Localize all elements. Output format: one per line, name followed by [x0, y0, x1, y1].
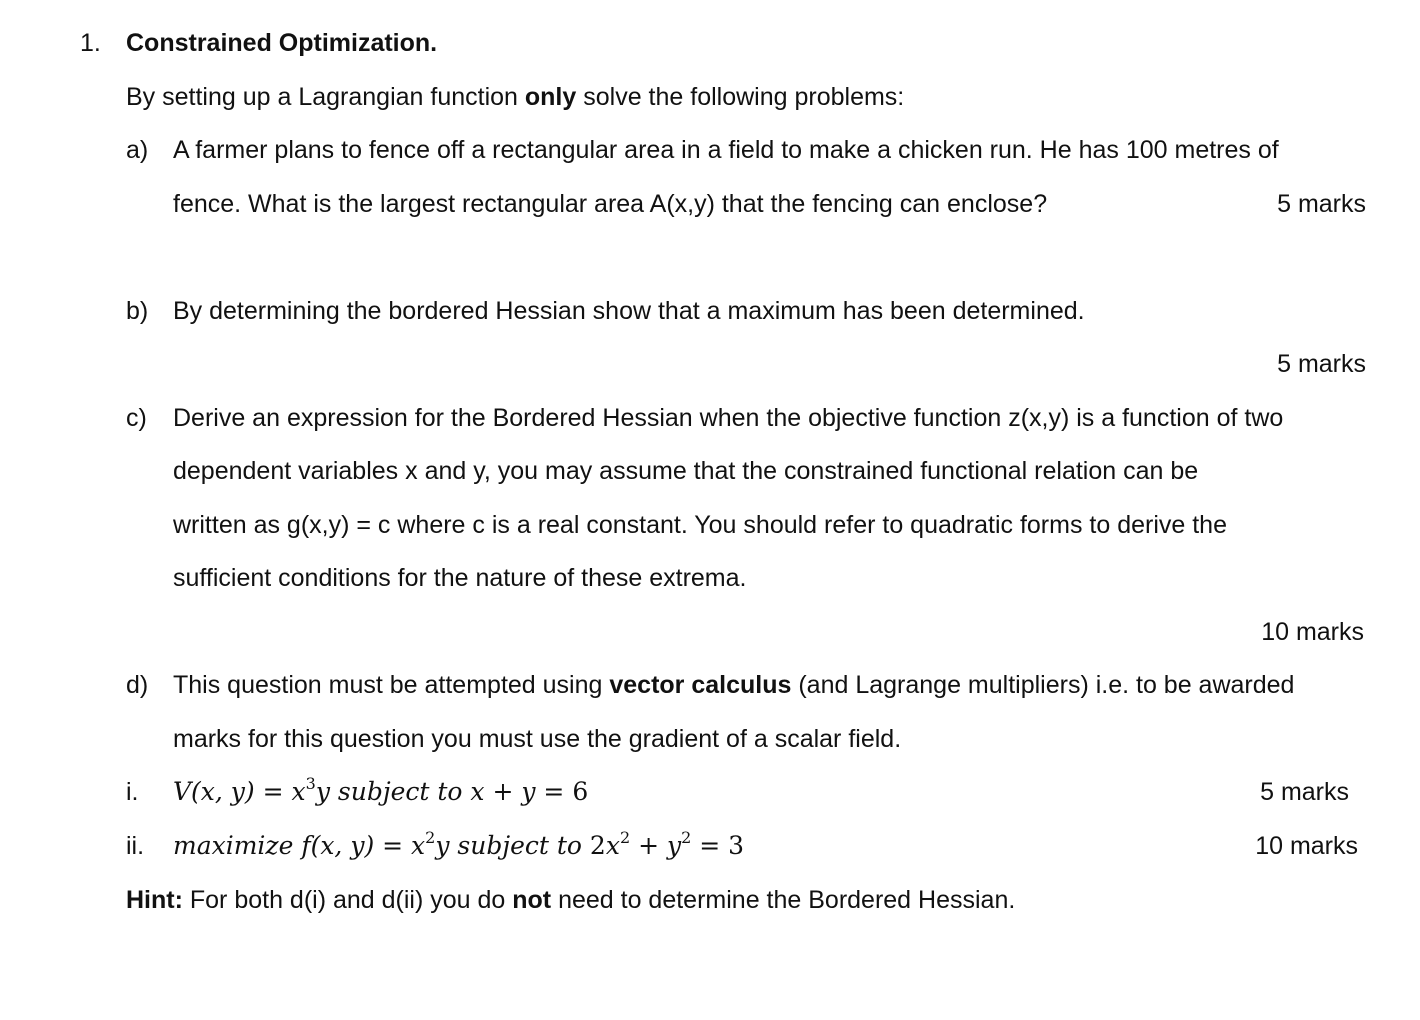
- hint-emphasis: not: [512, 886, 552, 914]
- part-d-i-equation: [173, 774, 589, 806]
- part-b-label: b): [126, 297, 149, 325]
- part-d-i-expr-b: y subject to x + y =: [315, 777, 573, 806]
- question-number: 1.: [80, 29, 101, 57]
- part-a-marks: 5 marks: [1277, 190, 1366, 218]
- hint-prefix: For both d(i) and d(ii) you do: [182, 886, 513, 914]
- intro-emphasis: only: [524, 83, 577, 111]
- part-d-i-label: i.: [126, 778, 139, 806]
- part-d-i-sup-a: 3: [305, 774, 316, 793]
- part-d-ii-sup-b: 2: [619, 828, 631, 847]
- part-d-ii-marks: 10 marks: [1255, 832, 1358, 860]
- part-a-line2: fence. What is the largest rectangular area A(x,y) that the fencing can enclose?: [173, 190, 1048, 218]
- part-d-line1-emphasis: vector calculus: [609, 671, 792, 699]
- part-d-ii-sup-c: 2: [681, 828, 692, 847]
- part-d-line1-suffix: (and Lagrange multipliers) i.e. to be awarded: [791, 671, 1295, 699]
- intro-prefix: By setting up a Lagrangian function: [126, 83, 525, 111]
- part-d-label: d): [126, 671, 149, 699]
- hint-label: Hint:: [126, 886, 183, 914]
- part-c-line2: dependent variables x and y, you may assume that the constrained functional relation can be: [173, 457, 1199, 485]
- part-d-ii-expr-a: maximize f(x, y) = x: [173, 831, 426, 860]
- intro-suffix: solve the following problems:: [576, 83, 905, 111]
- part-d-i-expr-a: V(x, y) = x: [173, 777, 306, 806]
- part-b-marks: 5 marks: [1277, 350, 1366, 378]
- question-title: Constrained Optimization.: [126, 29, 438, 57]
- part-d-i-marks: 5 marks: [1260, 778, 1349, 806]
- intro-text: [126, 83, 904, 112]
- part-d-line2: marks for this question you must use the gradient of a scalar field.: [173, 725, 902, 753]
- part-d-ii-num: 2: [589, 831, 606, 860]
- part-c-line3: written as g(x,y) = c where c is a real constant. You should refer to quadratic forms to derive the: [173, 511, 1227, 539]
- hint-suffix: need to determine the Bordered Hessian.: [551, 886, 1016, 914]
- part-a-label: a): [126, 136, 149, 164]
- part-a-line1: A farmer plans to fence off a rectangular area in a field to make a chicken run. He has 100 metres of: [173, 136, 1279, 164]
- part-d-ii-expr-b: y subject to: [435, 831, 590, 860]
- part-c-line4: sufficient conditions for the nature of these extrema.: [173, 564, 747, 592]
- part-d-ii-sup-a: 2: [425, 828, 436, 847]
- part-d-i-const: 6: [572, 777, 589, 806]
- part-d-ii-expr-c: x: [605, 831, 620, 860]
- part-c-marks: 10 marks: [1261, 618, 1364, 646]
- part-d-ii-const: 3: [728, 831, 745, 860]
- part-b-line1: By determining the bordered Hessian show that a maximum has been determined.: [173, 297, 1085, 325]
- hint-text: [126, 886, 1015, 915]
- part-d-ii-label: ii.: [126, 832, 145, 860]
- part-d-ii-equation: [173, 828, 745, 860]
- part-d-ii-expr-d: + y: [630, 831, 682, 860]
- part-d-line1: [173, 671, 1294, 700]
- part-c-label: c): [126, 404, 147, 432]
- part-d-ii-expr-e: =: [691, 831, 729, 860]
- part-d-line1-prefix: This question must be attempted using: [173, 671, 610, 699]
- part-c-line1: Derive an expression for the Bordered Hessian when the objective function z(x,y) is a function of two: [173, 404, 1284, 432]
